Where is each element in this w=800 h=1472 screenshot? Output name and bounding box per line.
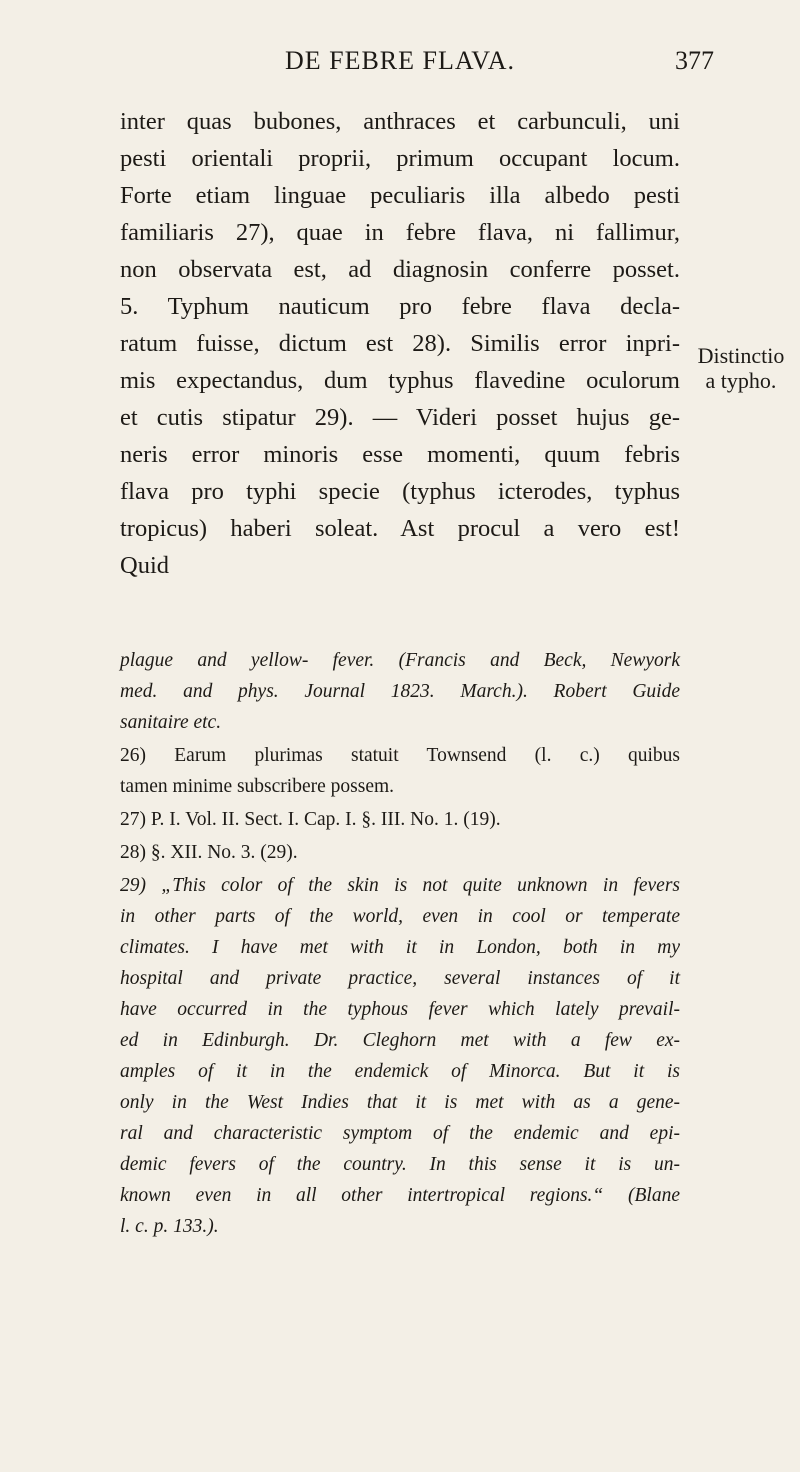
page-number: 377 xyxy=(675,46,714,75)
main-line: neris error minoris esse momenti, quum febris xyxy=(120,441,680,468)
footnote-line: 28) §. XII. No. 3. (29). xyxy=(120,842,298,863)
footnote-line: 26) Earum plurimas statuit Townsend (l. c.) quibus xyxy=(120,745,680,766)
section-5-start: 5. Typhum nauticum pro febre flava decla- xyxy=(120,293,680,320)
footnote-line: hospital and private practice, several instances of it xyxy=(120,968,680,989)
footnotes xyxy=(120,645,680,1244)
running-header xyxy=(0,46,800,86)
footnote-line: sanitaire etc. xyxy=(120,712,222,733)
main-line: pesti orientali proprii, primum occupant locum. xyxy=(120,145,680,172)
catchword: Quid xyxy=(120,552,169,579)
main-line: Forte etiam linguae peculiaris illa albedo pesti xyxy=(120,182,680,209)
footnote-28 xyxy=(120,837,680,868)
footnote-line: demic fevers of the country. In this sense it is un- xyxy=(120,1154,680,1175)
footnote-continued xyxy=(120,645,680,738)
footnote-27 xyxy=(120,804,680,835)
main-line: mis expectandus, dum typhus flavedine oculorum xyxy=(120,367,680,394)
footnote-line: l. c. p. 133.). xyxy=(120,1216,219,1237)
main-line: flava pro typhi specie (typhus icterodes, typhus xyxy=(120,478,680,505)
footnote-line: 27) P. I. Vol. II. Sect. I. Cap. I. §. III. No. 1. (19). xyxy=(120,809,501,830)
footnote-line: amples of it in the endemick of Minorca. But it is xyxy=(120,1061,680,1082)
footnote-line: in other parts of the world, even in cool or temperate xyxy=(120,906,680,927)
main-line: tropicus) haberi soleat. Ast procul a vero est! xyxy=(120,515,680,542)
main-line: inter quas bubones, anthraces et carbunculi, uni xyxy=(120,108,680,135)
page-title: DE FEBRE FLAVA. xyxy=(284,46,516,75)
footnote-line: climates. I have met with it in London, both in my xyxy=(120,937,680,958)
footnote-line: tamen minime subscribere possem. xyxy=(120,776,395,797)
footnote-line: known even in all other intertropical regions.“ (Blane xyxy=(120,1185,680,1206)
footnote-line: ed in Edinburgh. Dr. Cleghorn met with a few ex- xyxy=(120,1030,680,1051)
footnote-line: 29) „This color of the skin is not quite unknown in fevers xyxy=(120,875,680,896)
main-line: et cutis stipatur 29). — Videri posset hujus ge- xyxy=(120,404,680,431)
margin-note xyxy=(686,343,796,393)
main-text xyxy=(120,103,680,584)
main-line: non observata est, ad diagnosin conferre posset. xyxy=(120,256,680,283)
footnote-line: ral and characteristic symptom of the endemic and epi- xyxy=(120,1123,680,1144)
footnote-line: have occurred in the typhous fever which lately prevail- xyxy=(120,999,680,1020)
main-line: familiaris 27), quae in febre flava, ni fallimur, xyxy=(120,219,680,246)
footnote-line: plague and yellow- fever. (Francis and Beck, Newyork xyxy=(120,650,680,671)
footnote-29 xyxy=(120,870,680,1242)
footnote-line: med. and phys. Journal 1823. March.). Robert Guide xyxy=(120,681,680,702)
main-line: ratum fuisse, dictum est 28). Similis error inpri- xyxy=(120,330,680,357)
margin-note-line: Distinctio xyxy=(697,343,785,368)
footnote-26 xyxy=(120,740,680,802)
footnote-line: only in the West Indies that it is met with as a gene- xyxy=(120,1092,680,1113)
margin-note-line: a typho. xyxy=(705,368,777,393)
